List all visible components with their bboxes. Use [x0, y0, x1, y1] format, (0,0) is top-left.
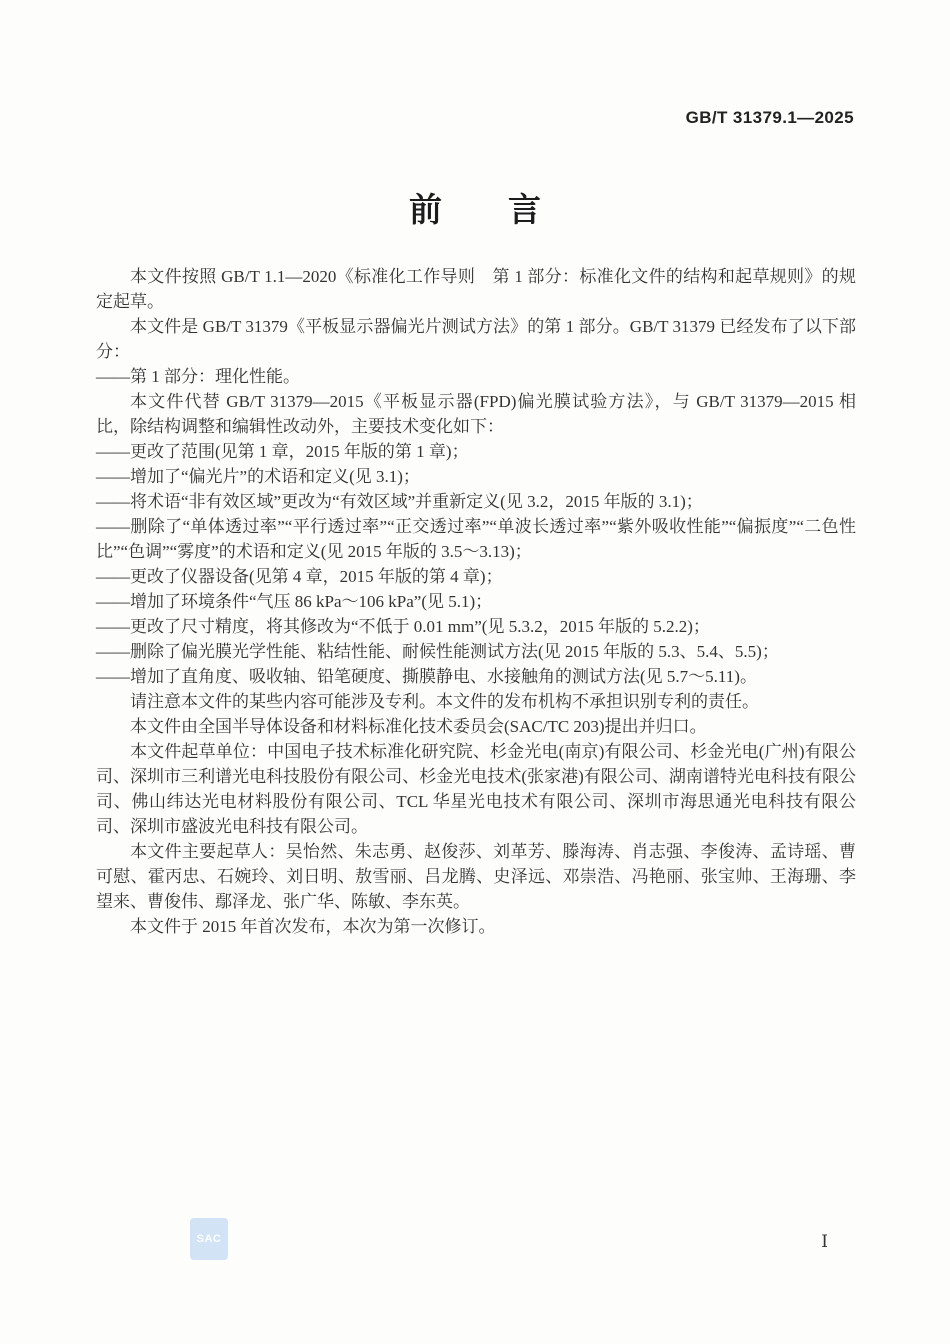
list-item-change-term-del: ——删除了“单体透过率”“平行透过率”“正交透过率”“单波长透过率”“紫外吸收性能”“偏振度”“二色性比”“色调”“雾度”的术语和定义(见 2015 年版的 3.5～3.13)； [96, 517, 856, 561]
list-item-change-env: ——增加了环境条件“气压 86 kPa～106 kPa”(见 5.1)； [96, 592, 493, 611]
paragraph-history: 本文件于 2015 年首次发布，本次为第一次修订。 [130, 917, 496, 936]
paragraph-patent-notice: 请注意本文件的某些内容可能涉及专利。本文件的发布机构不承担识别专利的责任。 [130, 692, 759, 711]
paragraph-drafters: 本文件主要起草人：吴怡然、朱志勇、赵俊莎、刘革芳、滕海涛、肖志强、李俊涛、孟诗瑶、曹可慰、霍丙忠、石婉玲、刘日明、敖雪丽、吕龙腾、史泽远、邓崇浩、冯艳丽、张宝帅、王海珊、李望来、曹俊伟、鄢泽龙、张广华、陈敏、李东英。 [96, 842, 856, 911]
list-item-change-added: ——增加了直角度、吸收轴、铅笔硬度、撕膜静电、水接触角的测试方法(见 5.7～5.11)。 [96, 667, 757, 686]
standard-code: GB/T 31379.1—2025 [685, 108, 854, 127]
list-item-part-1: ——第 1 部分：理化性能。 [96, 367, 300, 386]
page-number: Ⅰ [821, 1232, 828, 1251]
list-item-change-term-edit: ——将术语“非有效区域”更改为“有效区域”并重新定义(见 3.2，2015 年版的 3.1)； [96, 492, 703, 511]
sac-logo-watermark [190, 1218, 228, 1260]
list-item-change-equipment: ——更改了仪器设备(见第 4 章，2015 年版的第 4 章)； [96, 567, 503, 586]
foreword-body [96, 264, 856, 939]
list-item-change-precision: ——更改了尺寸精度，将其修改为“不低于 0.01 mm”(见 5.3.2，2015 年版的 5.2.2)； [96, 617, 710, 636]
paragraph-replaces: 本文件代替 GB/T 31379—2015《平板显示器(FPD)偏光膜试验方法》，与 GB/T 31379—2015 相比，除结构调整和编辑性改动外，主要技术变化如下： [96, 392, 856, 436]
foreword-title: 前 言 [409, 191, 541, 228]
paragraph-drafting-basis: 本文件按照 GB/T 1.1—2020《标准化工作导则 第 1 部分：标准化文件的结构和起草规则》的规定起草。 [96, 267, 856, 311]
list-item-change-removed: ——删除了偏光膜光学性能、粘结性能、耐候性能测试方法(见 2015 年版的 5.3、5.4、5.5)； [96, 642, 779, 661]
list-item-change-term-add: ——增加了“偏光片”的术语和定义(见 3.1)； [96, 467, 420, 486]
sac-logo-label: SAC [196, 1233, 222, 1245]
paragraph-series-intro: 本文件是 GB/T 31379《平板显示器偏光片测试方法》的第 1 部分。GB/T 31379 已经发布了以下部分： [96, 317, 856, 361]
list-item-change-scope: ——更改了范围(见第 1 章，2015 年版的第 1 章)； [96, 442, 469, 461]
paragraph-drafting-orgs: 本文件起草单位：中国电子技术标准化研究院、杉金光电(南京)有限公司、杉金光电(广州)有限公司、深圳市三利谱光电科技股份有限公司、杉金光电技术(张家港)有限公司、湖南谱特光电科技有限公司、佛山纬达光电材料股份有限公司、TCL 华星光电技术有限公司、深圳市海思通光电科技有限公司、深圳市盛波光电科技有限公司。 [96, 742, 856, 836]
paragraph-committee: 本文件由全国半导体设备和材料标准化技术委员会(SAC/TC 203)提出并归口。 [130, 717, 707, 736]
